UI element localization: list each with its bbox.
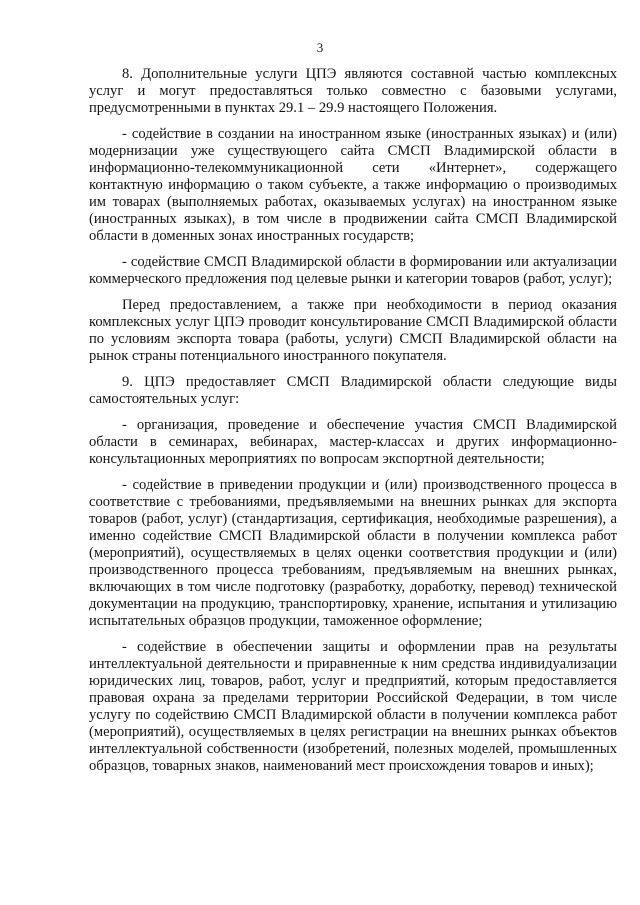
paragraph-item-8-intro: 8. Дополнительные услуги ЦПЭ являются составной частью комплексных услуг и могут предоставляться только совместно с базовыми услугами, предусмотренными в пунктах 29.1 – 29.9 настоящего Положения. — [89, 66, 617, 116]
paragraph-commercial-offer: - содействие СМСП Владимирской области в формировании или актуализации коммерческого предложения под целевые рынки и категории товаров (работ, услуг); — [89, 254, 617, 287]
page-number: 3 — [316, 40, 324, 55]
paragraph-intellectual-property: - содействие в обеспечении защиты и оформлении прав на результаты интеллектуальной деятельности и приравненные к ним средства индивидуализации юридических лиц, товаров, работ, услуг и предприятий, которым предоставляется правовая охрана за пределами территории Российской Федерации, в том числе услугу по содействию СМСП Владимирской области в получении комплекса работ (мероприятий), осуществляемых в целях регистрации на внешних рынках объектов интеллектуальной собственности (изобретений, полезных моделей, промышленных образцов, товарных знаков, наименований мест происхождения товаров и иных); — [89, 639, 617, 774]
paragraph-website-support: - содействие в создании на иностранном языке (иностранных языках) и (или) модернизации уже существующего сайта СМСП Владимирской области в информационно-телекоммуникационной сети «Интернет», содержащего контактную информацию о таком субъекте, а также информацию о производимых им товарах (выполняемых работах, оказываемых услугах) на иностранном языке (иностранных языках), в том числе в продвижении сайта СМСП Владимирской области в доменных зонах иностранных государств; — [89, 126, 617, 244]
document-body — [89, 66, 617, 775]
paragraph-item-9-intro: 9. ЦПЭ предоставляет СМСП Владимирской области следующие виды самостоятельных услуг: — [89, 374, 617, 407]
paragraph-certification: - содействие в приведении продукции и (или) производственного процесса в соответствие с требованиями, предъявляемыми на внешних рынках для экспорта товаров (работ, услуг) (стандартизация, сертификация, необходимые разрешения), а именно содействие СМСП Владимирской области в получении комплекса работ (мероприятий), осуществляемых в целях оценки соответствия продукции и (или) производственного процесса требованиям, предъявляемым на внешних рынках, включающих в том числе подготовку (разработку, доработку, перевод) технической документации на продукцию, транспортировку, хранение, испытания и утилизацию испытательных образцов продукции, таможенное оформление; — [89, 477, 617, 629]
paragraph-consulting: Перед предоставлением, а также при необходимости в период оказания комплексных услуг ЦПЭ проводит консультирование СМСП Владимирской области по условиям экспорта товара (работы, услуги) СМСП Владимирской области на рынок страны потенциального иностранного покупателя. — [89, 297, 617, 364]
paragraph-seminars: - организация, проведение и обеспечение участия СМСП Владимирской области в семинарах, вебинарах, мастер-классах и других информационно-консультационных мероприятиях по вопросам экспортной деятельности; — [89, 417, 617, 467]
